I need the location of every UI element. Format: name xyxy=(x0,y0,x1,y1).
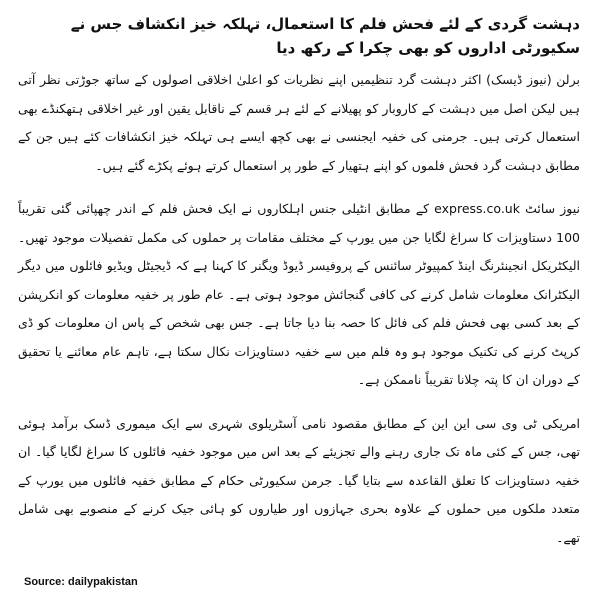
article-paragraph: نیوز سائٹ express.co.uk کے مطابق انٹیلی جنس اہلکاروں نے ایک فحش فلم کے اندر چھپائی گئی تقریباً 100 دستاویزات کا سراغ لگایا جن میں یورپ کے مختلف مقامات پر حملوں کی مکمل تفصیلات موجود تھیں۔ الیکٹریکل انجینئرنگ اینڈ کمپیوٹر سائنس کے پروفیسر ڈیوڈ ویگنر کا کہنا ہے کہ ڈیجیٹل ویڈیو فائلوں میں دیگر الیکٹرانک معلومات شامل کرنے کی کافی گنجائش موجود ہوتی ہے۔ عام طور پر خفیہ معلومات کو انکرپشن کے بعد کسی بھی فحش فلم کی فائل کا حصہ بنا دیا جاتا ہے۔ جس بھی شخص کے پاس ان معلومات کو ڈی کرپٹ کرنے کی تکنیک موجود ہو وہ فلم میں سے خفیہ دستاویزات نکال سکتا ہے، تاہم عام معائنے یا تحقیق کے دوران ان کا پتہ چلانا تقریباً ناممکن ہے۔ xyxy=(18,201,581,387)
article-paragraph: برلن (نیوز ڈیسک) اکثر دہشت گرد تنظیمیں اپنے نظریات کو اعلیٰ اخلاقی اصولوں کے ساتھ جوڑتی نظر آتی ہیں لیکن اصل میں دہشت کے کاروبار کو پھیلانے کے لئے ہر قسم کے ناقابل یقین اور غیر اخلاقی ہتھکنڈے بھی استعمال کرتی ہیں۔ جرمنی کی خفیہ ایجنسی نے بھی کچھ ایسے ہی تہلکہ خیز انکشافات کئے ہیں جن کے مطابق دہشت گرد فحش فلموں کو اپنے ہتھیار کے طور پر استعمال کرتے ہوئے پکڑے گئے ہیں۔ xyxy=(18,72,580,173)
article-headline: دہشت گردی کے لئے فحش فلم کا استعمال، تہلکہ خیز انکشاف جس نے سکیورٹی اداروں کو بھی چکرا کے رکھ دیا xyxy=(70,15,580,57)
source-credit: Source: dailypakistan xyxy=(24,576,138,588)
article-paragraph: امریکی ٹی وی سی این این کے مطابق مقصود نامی آسٹریلوی شہری سے ایک میموری ڈسک برآمد ہوئی تھی، جس کے کئی ماہ تک جاری رہنے والے تجزیئے کے بعد اس میں موجود خفیہ فائلوں کا سراغ لگایا گیا۔ ان خفیہ دستاویزات کا تعلق القاعدہ سے بتایا گیا۔ جرمن سکیورٹی حکام کے مطابق خفیہ فائلوں میں یورپ کے متعدد ملکوں میں حملوں کے علاوہ بحری جہازوں اور طیاروں کو ہائی جیک کرنے کے منصوبے بھی شامل تھے۔ xyxy=(18,415,580,545)
